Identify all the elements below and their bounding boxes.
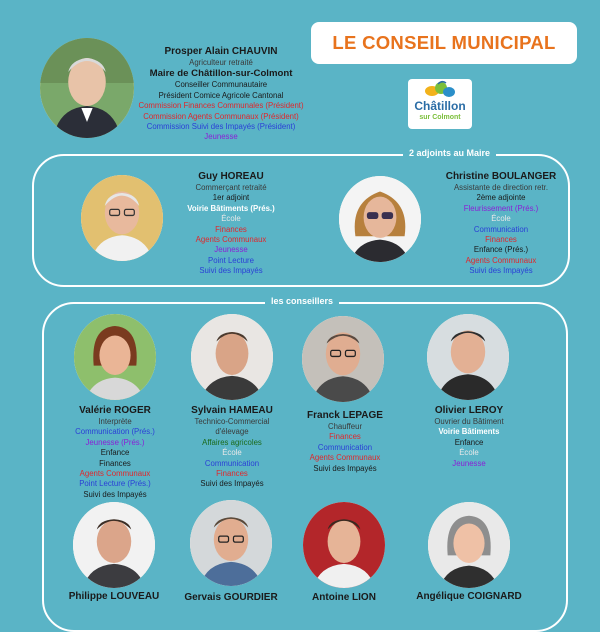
mayor-line: Conseiller Communautaire [174,80,268,90]
adjoint-info [436,170,566,277]
mayor-photo [40,38,134,138]
adjoint-line: Commerçant retraité [195,183,267,192]
conseiller-line: Agents Communaux [79,469,151,479]
adjoint-line: Fleurissement (Prés.) [463,203,539,213]
conseiller-info [414,404,524,469]
adjoint-line: Enfance (Prés.) [473,245,529,255]
conseiller-line: Agents Communaux [309,453,381,463]
mayor-line: Président Comice Agricole Cantonal [158,90,284,100]
conseiller-name: Sylvain HAMEAU [191,405,273,416]
adjoint-line: Voirie Bâtiments (Prés.) [187,203,275,213]
conseiller-name: Franck LEPAGE [307,410,383,421]
conseiller-line: Finances [99,458,131,468]
mayor-info [132,45,310,143]
conseiller-line: Ouvrier du Bâtiment [434,417,504,426]
conseiller-line: Finances [216,469,248,479]
adjoint-line: Suivi des Impayés [469,266,533,276]
conseiller-info [177,404,287,490]
adjoint-line: Agents Communaux [465,255,537,265]
mayor-line: Commission Finances Communales (Président) [138,101,304,111]
conseiller-info [290,409,400,474]
mayor-line: Jeunesse [204,132,238,142]
mayor-line: Commission Suivi des Impayés (Président) [146,122,296,132]
conseiller-line: Communication (Prés.) [75,427,155,437]
adjoint-line: École [491,214,511,224]
conseiller-line: Voirie Bâtiments [438,427,500,437]
conseiller-photo [428,502,510,588]
conseiller-line: École [459,448,479,458]
adjoint-name: Guy HOREAU [198,171,264,182]
conseiller-line: Communication [204,458,260,468]
adjoint-line: 1er adjoint [212,193,250,203]
mayor-line: Commission Agents Communaux (Président) [143,111,299,121]
conseiller-photo [191,314,273,400]
adjoint-photo [81,175,163,261]
conseiller-info [60,404,170,500]
conseillers-label: les conseillers [265,296,339,306]
adjoint-line: Suivi des Impayés [199,266,263,276]
conseiller-photo [190,500,272,586]
conseiller-info [176,591,286,604]
conseiller-line: Suivi des Impayés [83,489,147,499]
conseiller-name: Gervais GOURDIER [184,592,278,603]
adjoints-label: 2 adjoints au Maire [403,148,496,158]
adjoint-name: Christine BOULANGER [445,171,557,182]
conseiller-line: Interprète [98,417,132,426]
conseiller-line: Suivi des Impayés [313,463,377,473]
adjoint-line: 2ème adjointe [476,193,526,203]
conseiller-line: Point Lecture (Prés.) [79,479,151,489]
adjoint-line: Agents Communaux [195,235,267,245]
conseiller-line: Technico-Commercial [194,417,270,426]
town-logo [408,79,472,129]
adjoint-line: Communication [473,224,529,234]
conseiller-photo [303,502,385,588]
adjoint-line: Point Lecture [208,255,254,265]
mayor-title: Maire de Châtillon-sur-Colmont [149,68,293,80]
conseiller-name: Valérie ROGER [79,405,151,416]
page-title: LE CONSEIL MUNICIPAL [311,22,577,64]
mayor-line: Agriculteur retraité [189,58,253,67]
conseiller-line: d'élevage [215,427,249,437]
conseiller-info [289,591,399,604]
adjoint-line: Assistante de direction retr. [453,183,549,192]
conseiller-line: Jeunesse [452,458,486,468]
conseiller-line: Communication [317,442,373,452]
conseiller-info [59,590,169,603]
conseiller-line: Chauffeur [327,422,363,431]
conseiller-info [404,590,534,603]
conseiller-line: Enfance [100,448,130,458]
conseiller-photo [74,314,156,400]
conseiller-name: Philippe LOUVEAU [68,591,160,602]
mayor-name: Prosper Alain CHAUVIN [164,46,278,57]
conseiller-line: Jeunesse (Prés.) [85,437,145,447]
conseiller-photo [427,314,509,400]
logo-text-line1: Châtillon [414,99,466,113]
conseiller-photo [302,316,384,402]
conseiller-name: Angélique COIGNARD [416,591,522,602]
conseiller-name: Antoine LION [312,592,376,603]
adjoint-line: Finances [215,224,247,234]
adjoint-line: Jeunesse [214,245,248,255]
adjoint-line: Finances [485,235,517,245]
logo-text-line2: sur Colmont [419,114,461,121]
adjoint-info [176,170,286,277]
conseiller-photo [73,502,155,588]
conseiller-line: Affaires agricoles [202,437,262,447]
conseiller-line: Finances [329,432,361,442]
conseiller-name: Olivier LEROY [434,405,504,416]
conseiller-line: Enfance [454,437,484,447]
conseiller-line: Suivi des Impayés [200,479,264,489]
adjoint-photo [339,176,421,262]
conseiller-line: École [222,448,242,458]
adjoint-line: École [221,214,241,224]
